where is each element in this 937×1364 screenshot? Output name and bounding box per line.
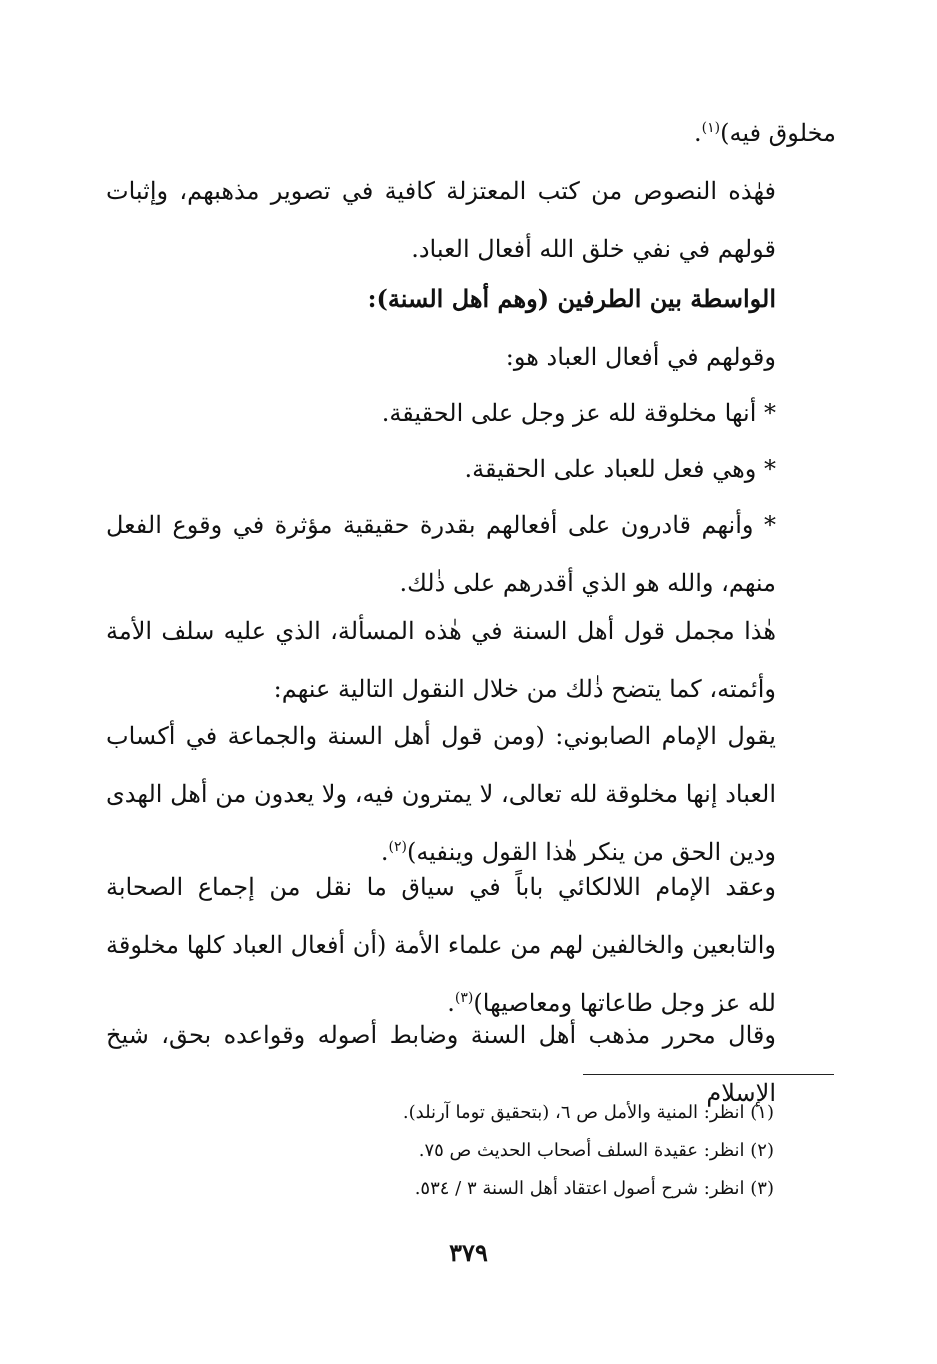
footnote-ref-3: (٣)	[454, 990, 474, 1006]
paragraph-1-tail: .	[694, 119, 702, 147]
footnote-3: (٣) انظر: شرح أصول اعتقاد أهل السنة ٣ / ٥٣٤.	[414, 1178, 774, 1199]
bullet-3	[106, 496, 836, 612]
footnote-2: (٢) انظر: عقيدة السلف أصحاب الحديث ص ٧٥.	[418, 1140, 774, 1161]
paragraph-3-text: وقولهم في أفعال العباد هو:	[505, 343, 776, 371]
bullet-1	[106, 384, 836, 442]
footnotes	[106, 1094, 774, 1208]
paragraph-7-text: وقال محرر مذهب أهل السنة وضابط أصوله وقواعده بحق، شيخ الإسلام	[106, 1021, 776, 1107]
paragraph-2	[106, 162, 836, 278]
paragraph-5-text: يقول الإمام الصابوني: (ومن قول أهل السنة والجماعة في أكساب العباد إنها مخلوقة لله تعالى، لا يمترون فيه، ولا يعدون من أهل الهدى ودين الحق من ينكر هٰذا القول وينفيه)	[106, 722, 776, 866]
bullet-3-text: * وأنهم قادرون على أفعالهم بقدرة حقيقية مؤثرة في وقوع الفعل منهم، والله هو الذي أقدرهم على ذٰلك.	[106, 511, 776, 597]
bullet-2	[106, 440, 836, 498]
paragraph-5	[106, 707, 836, 881]
paragraph-4	[106, 602, 836, 718]
paragraph-5-tail: .	[380, 838, 389, 866]
paragraph-2-text: فهٰذه النصوص من كتب المعتزلة كافية في تصوير مذهبهم، وإثبات قولهم في نفي خلق الله أفعال العباد.	[106, 177, 776, 263]
bullet-1-text: * أنها مخلوقة لله عز وجل على الحقيقة.	[381, 399, 776, 427]
bullet-2-text: * وهي فعل للعباد على الحقيقة.	[464, 455, 776, 483]
footnote-ref-2: (٢)	[388, 839, 407, 855]
page-number: ٣٧٩	[449, 1238, 488, 1267]
footnote-divider	[583, 1074, 834, 1075]
paragraph-6-text: وعقد الإمام اللالكائي باباً في سياق ما نقل من إجماع الصحابة والتابعين والخالفين لهم من علماء الأمة (أن أفعال العباد كلها مخلوقة لله عز وجل طاعاتها ومعاصيها)	[106, 873, 776, 1017]
footnote-1: (١) انظر: المنية والأمل ص ٦، (بتحقيق توما آرنلد).	[402, 1102, 774, 1123]
paragraph-1-text: مخلوق فيه)	[720, 119, 836, 147]
section-heading	[106, 270, 836, 328]
paragraph-3	[106, 328, 836, 386]
paragraph-6-tail: .	[447, 989, 455, 1017]
paragraph-1	[106, 104, 836, 162]
section-heading-text: الواسطة بين الطرفين (وهم أهل السنة):	[367, 284, 776, 313]
footnote-ref-1: (١)	[701, 120, 721, 136]
paragraph-4-text: هٰذا مجمل قول أهل السنة في هٰذه المسألة، الذي عليه سلف الأمة وأئمته، كما يتضح ذٰلك من خلال النقول التالية عنهم:	[106, 617, 776, 703]
